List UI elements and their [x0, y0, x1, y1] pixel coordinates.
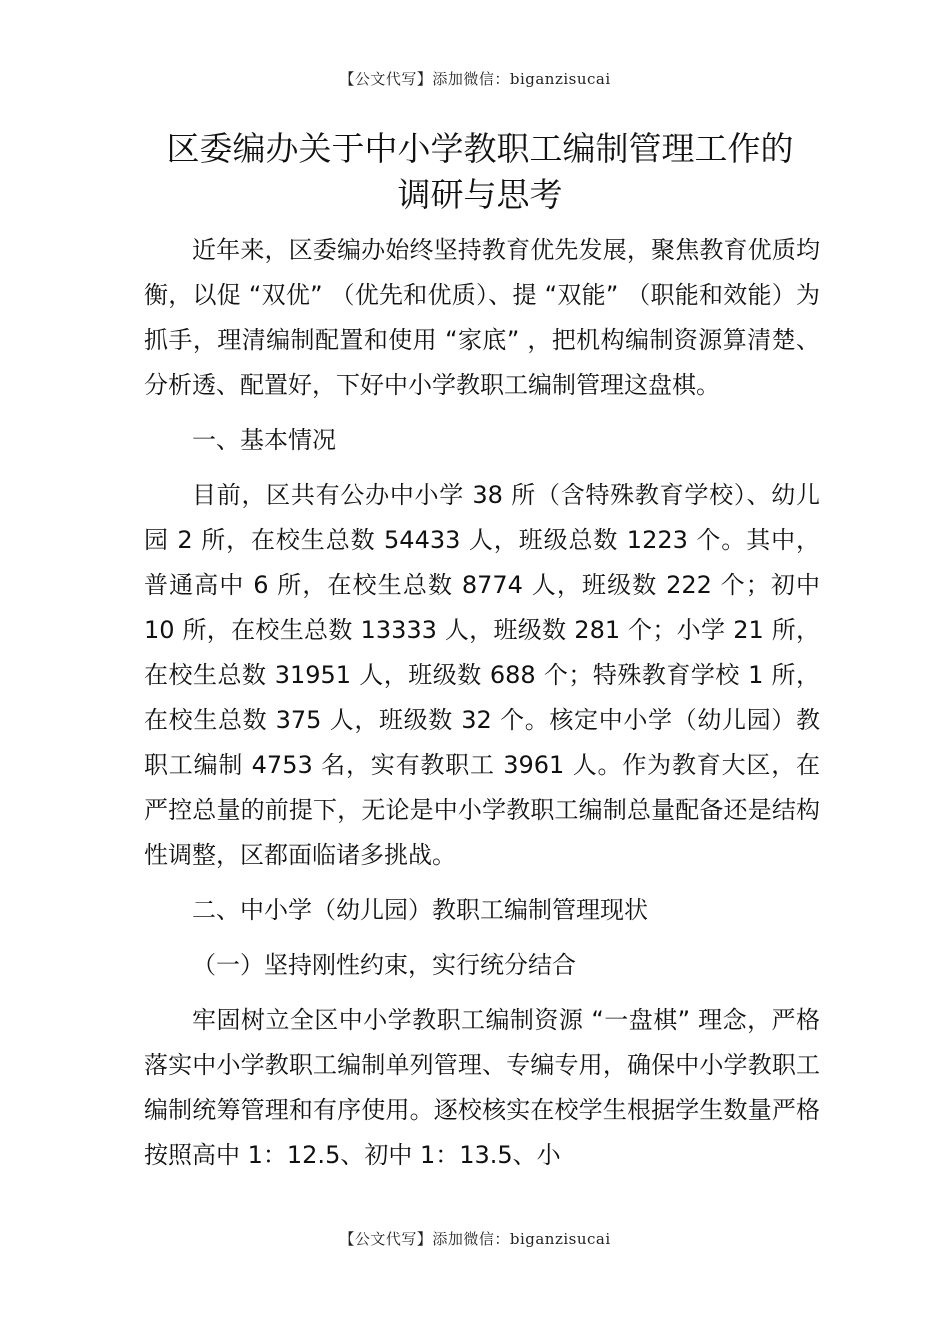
document-title-line-1: 区委编办关于中小学教职工编制管理工作的: [166, 129, 794, 168]
document-title-line-2: 调研与思考: [397, 175, 563, 214]
subsection-heading-rigid-constraint: （一）坚持刚性约束，实行统分结合: [192, 951, 576, 979]
basic-situation-paragraph: 目前，区共有公办中小学 38 所（含特殊教育学校）、幼儿园 2 所，在校生总数 54433 人，班级总数 1223 个。其中，普通高中 6 所，在校生总数 8774 人，班级数 222 个；初中 10 所，在校生总数 13333 人，班级数 281 个；小学 21 所，在校生总数 31951 人，班级数 688 个；特殊教育学校 1 所，在校生总数 375 人，班级数 32 个。核定中小学（幼儿园）教职工编制 4753 名，实有教职工 3961 人。作为教育大区，在严控总量的前提下，无论是中小学教职工编制总量配备还是结构性调整，区都面临诸多挑战。: [144, 481, 820, 869]
intro-paragraph: 近年来，区委编办始终坚持教育优先发展，聚焦教育优质均衡，以促 “双优” （优先和优质）、提 “双能” （职能和效能）为抓手，理清编制配置和使用 “家底” ，把机构编制资源算清楚、分析透、配置好，下好中小学教职工编制管理这盘棋。: [144, 236, 820, 399]
section-heading-management-status: 二、中小学（幼儿园）教职工编制管理现状: [192, 896, 648, 924]
rigid-constraint-paragraph: 牢固树立全区中小学教职工编制资源 “一盘棋” 理念，严格落实中小学教职工编制单列管理、专编专用，确保中小学教职工编制统筹管理和有序使用。逐校核实在校学生根据学生数量严格按照高中 1：12.5、初中 1：13.5、小: [144, 1006, 820, 1169]
footer-watermark-note: 【公文代写】添加微信：biganzisucai: [339, 1230, 611, 1248]
header-watermark-note: 【公文代写】添加微信：biganzisucai: [339, 70, 611, 88]
section-heading-basic-situation: 一、基本情况: [192, 426, 336, 454]
document-body: [144, 228, 820, 1188]
